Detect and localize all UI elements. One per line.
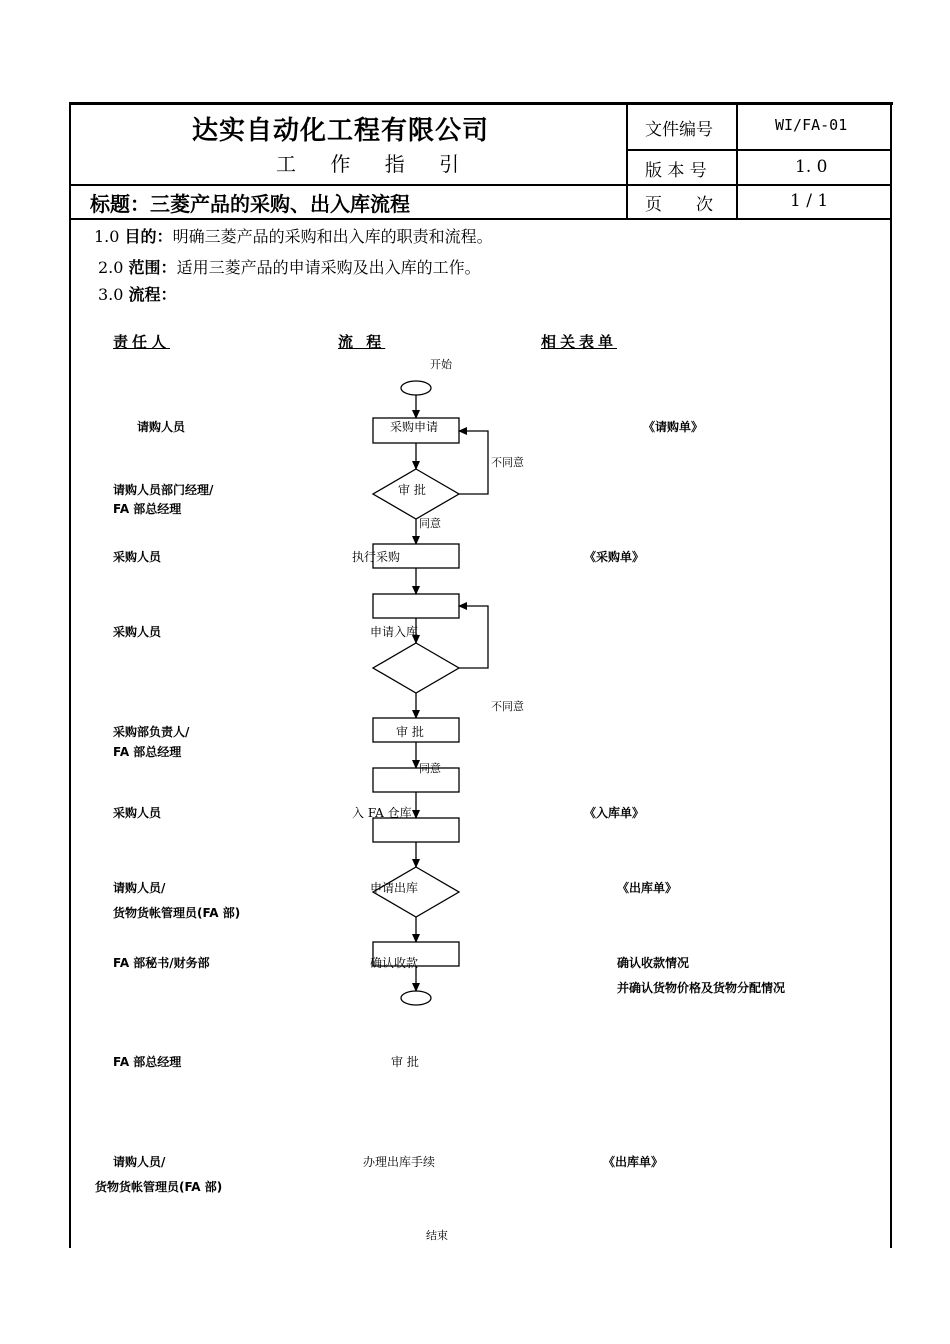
file-number-value: WI/FA-01 <box>775 116 848 134</box>
page-label: 页 次 <box>645 195 713 215</box>
start-terminator <box>401 381 431 395</box>
scope-label: 范围： <box>128 258 177 277</box>
disagree-label-1: 不同意 <box>491 456 524 469</box>
r3-step: 执行采购 <box>352 550 401 564</box>
purpose-label: 目的： <box>124 227 173 246</box>
scope-number: 2.0 <box>98 258 124 277</box>
document-type: 工 作 指 引 <box>276 152 474 176</box>
version-value: 1. 0 <box>795 157 828 177</box>
column-forms: 相关表单 <box>541 333 618 351</box>
r3-responsible: 采购人员 <box>113 550 162 564</box>
r10-form: 《出库单》 <box>603 1155 664 1169</box>
column-responsible: 责任人 <box>113 333 171 351</box>
r1-step: 采购申请 <box>390 420 439 434</box>
r7-responsible-b: 货物货帐管理员(FA 部) <box>113 906 241 920</box>
page-value: 1 / 1 <box>790 191 829 211</box>
loop-back-1 <box>459 431 488 494</box>
r2-responsible-a: 请购人员部门经理/ <box>113 483 214 497</box>
purpose-number: 1.0 <box>94 227 120 246</box>
r4-step: 申请入库 <box>370 625 419 639</box>
purpose-text: 明确三菱产品的采购和出入库的职责和流程。 <box>172 227 493 246</box>
version-label: 版 本 号 <box>645 161 707 181</box>
agree-label-2: 同意 <box>419 762 441 775</box>
document-title: 标题：三菱产品的采购、出入库流程 <box>90 192 410 216</box>
flow-label: 流程： <box>128 285 177 304</box>
decision-approval-2 <box>373 643 459 693</box>
flow-number: 3.0 <box>98 285 124 304</box>
r7-responsible-a: 请购人员/ <box>113 881 166 895</box>
loop-back-2 <box>459 606 488 668</box>
r3-form: 《采购单》 <box>584 550 645 564</box>
start-label: 开始 <box>430 358 452 371</box>
disagree-label-2: 不同意 <box>491 700 524 713</box>
r9-responsible: FA 部总经理 <box>113 1055 182 1069</box>
r10-responsible-b: 货物货帐管理员(FA 部) <box>95 1180 223 1194</box>
step-box-6 <box>373 768 459 792</box>
r6-step: 入 FA 仓库 <box>352 806 412 820</box>
agree-label-1: 同意 <box>419 517 441 530</box>
r6-responsible: 采购人员 <box>113 806 162 820</box>
r5-responsible-b: FA 部总经理 <box>113 745 182 759</box>
r5-responsible-a: 采购部负责人/ <box>113 725 190 739</box>
r8-form-a: 确认收款情况 <box>617 956 690 970</box>
end-terminator <box>401 991 431 1005</box>
r7-step: 申请出库 <box>370 881 419 895</box>
column-process: 流 程 <box>338 333 386 351</box>
scope-text: 适用三菱产品的申请采购及出入库的工作。 <box>176 258 481 277</box>
step-stock-in-request-box <box>373 594 459 618</box>
r2-responsible-b: FA 部总经理 <box>113 502 182 516</box>
r1-form: 《请购单》 <box>643 420 704 434</box>
company-name: 达实自动化工程有限公司 <box>192 116 490 146</box>
r8-form-b: 并确认货物价格及货物分配情况 <box>617 981 786 995</box>
r7-form: 《出库单》 <box>617 881 678 895</box>
file-number-label: 文件编号 <box>645 120 713 140</box>
r6-form: 《入库单》 <box>584 806 645 820</box>
r5-step: 审 批 <box>396 725 424 739</box>
r8-step: 确认收款 <box>370 956 419 970</box>
r4-responsible: 采购人员 <box>113 625 162 639</box>
r8-responsible: FA 部秘书/财务部 <box>113 956 210 970</box>
r1-responsible: 请购人员 <box>137 420 186 434</box>
end-label: 结束 <box>426 1229 448 1242</box>
step-box-7 <box>373 818 459 842</box>
r10-step: 办理出库手续 <box>363 1155 436 1169</box>
r2-step: 审 批 <box>398 483 426 497</box>
r10-responsible-a: 请购人员/ <box>113 1155 166 1169</box>
r9-step: 审 批 <box>391 1055 419 1069</box>
